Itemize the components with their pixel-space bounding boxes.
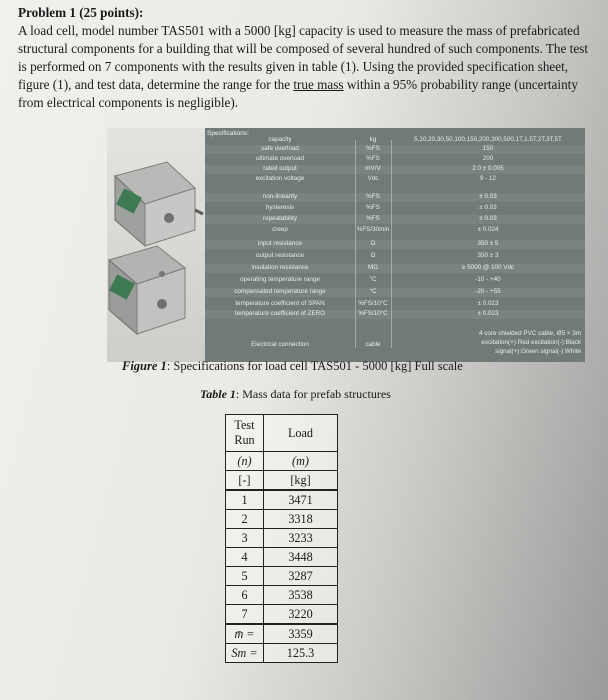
spec-param: capacity — [268, 136, 292, 143]
spec-value: ± 0.023 — [477, 300, 499, 307]
spec-unit: Ω — [370, 240, 376, 247]
run-number: 5 — [226, 567, 264, 586]
spec-param: temperature coefficient of ZERO — [234, 310, 326, 317]
spec-unit: %FS/10°C — [358, 300, 388, 307]
header-run: Run — [234, 433, 255, 447]
load-value: 3287 — [264, 567, 338, 586]
spec-unit: %FS — [366, 204, 380, 211]
spec-unit: kg — [369, 136, 377, 143]
spec-param: compensated temperature range — [234, 288, 326, 295]
figure-caption-text: : Specifications for load cell TAS501 - 5000 [kg] Full scale — [166, 359, 463, 373]
load-cell-upper — [115, 162, 203, 246]
unit-m: [kg] — [264, 471, 338, 491]
table-mean-row — [226, 624, 338, 644]
symbol-n: (n) — [226, 452, 264, 471]
load-value: 3471 — [264, 490, 338, 510]
table-row — [226, 567, 338, 586]
spec-value: 5,10,20,30,50,100,150,200,300,500,1T,1.5T,2T,3T,5T — [414, 136, 562, 143]
spec-param: non-linearity — [262, 193, 298, 200]
symbol-m: (m) — [264, 452, 338, 471]
spec-row — [205, 204, 585, 213]
load-cell-photo — [107, 128, 205, 362]
run-number: 7 — [226, 605, 264, 625]
problem-text-1: A load cell, model number TAS501 with a 5000 [kg] capacity is used to measure the mass of prefabricated structural components for a building that will be composed of several hundred of such components. The test is performed on 7 components with the results given in table (1). Using the provided specification sheet, figure (1), and test data, determine the range for the — [18, 23, 588, 92]
figure-caption-label: Figure 1 — [122, 359, 167, 373]
spec-unit: %FS — [366, 215, 380, 222]
run-number: 6 — [226, 586, 264, 605]
spec-value: 350 ± 3 — [477, 252, 499, 259]
spec-value: 2.0 ± 0.005 — [472, 165, 504, 172]
load-cell-lower — [109, 246, 185, 334]
header-test-run — [226, 415, 264, 452]
std-label: Sm = — [226, 644, 264, 663]
spec-param: operating temperature range — [240, 276, 320, 283]
spec-row — [205, 193, 585, 202]
table-row — [226, 490, 338, 510]
spec-row — [205, 264, 585, 273]
load-value: 3538 — [264, 586, 338, 605]
spec-row — [205, 300, 585, 309]
table-unit-row — [226, 471, 338, 491]
spec-param: temperature coefficient of SPAN — [235, 300, 325, 307]
spec-param: rated output — [263, 165, 297, 172]
table-caption-label: Table 1 — [200, 387, 236, 401]
table-caption-text: : Mass data for prefab structures — [235, 387, 391, 401]
load-value: 3448 — [264, 548, 338, 567]
spec-param: ultimate overload — [256, 155, 304, 162]
table-symbol-row — [226, 452, 338, 471]
spec-row — [205, 155, 585, 164]
spec-value: 200 — [482, 155, 494, 162]
spec-unit: %FS — [366, 193, 380, 200]
spec-unit: MΩ — [368, 264, 378, 271]
spec-value: ± 0.03 — [479, 204, 497, 211]
mean-value: 3359 — [264, 624, 338, 644]
unit-n: [-] — [226, 471, 264, 491]
electrical-unit: cable — [365, 341, 381, 348]
spec-row — [205, 165, 585, 174]
spec-param: insulation resistance — [251, 264, 309, 271]
spec-param: hysteresis — [265, 204, 295, 211]
spec-header: Specifications: — [207, 130, 249, 137]
load-value: 3220 — [264, 605, 338, 625]
electrical-line: 4 core shielded PVC cable, Ø5 × 3m — [478, 330, 581, 337]
std-value: 125.3 — [264, 644, 338, 663]
load-cell-image — [107, 128, 205, 362]
spec-value: -10 - +40 — [475, 276, 501, 283]
run-number: 4 — [226, 548, 264, 567]
spec-value: ≥ 5000 @ 100 Vdc — [461, 264, 515, 271]
mean-label: m̄ = — [226, 624, 264, 644]
spec-param: repeatability — [263, 215, 297, 222]
problem-text-2: within a 95% probability range (uncertainty from electrical components is negligible). — [18, 77, 578, 110]
spec-unit: %FS/30min — [356, 226, 390, 233]
spec-row — [205, 252, 585, 261]
spec-value: ± 0.023 — [477, 310, 499, 317]
spec-row — [205, 136, 585, 145]
spec-value: -20 - +55 — [475, 288, 501, 295]
table-row — [226, 548, 338, 567]
spec-row — [205, 215, 585, 224]
run-number: 1 — [226, 490, 264, 510]
run-number: 2 — [226, 510, 264, 529]
spec-unit: Vdc — [367, 175, 379, 182]
spec-param: output resistance — [256, 252, 304, 259]
spec-param: input resistance — [257, 240, 303, 247]
spec-row — [205, 310, 585, 319]
table-row — [226, 529, 338, 548]
spec-value: 150 — [482, 145, 494, 152]
mass-data-table — [225, 414, 338, 663]
header-load: Load — [264, 415, 338, 452]
spec-unit: °C — [369, 276, 377, 283]
load-value: 3233 — [264, 529, 338, 548]
run-number: 3 — [226, 529, 264, 548]
electrical-label: Electrical connection — [251, 341, 309, 348]
spec-unit: %FS — [366, 155, 380, 162]
problem-underlined: true mass — [293, 77, 344, 92]
spec-unit: °C — [369, 288, 377, 295]
spec-unit: mV/V — [365, 165, 381, 172]
load-value: 3318 — [264, 510, 338, 529]
spec-row — [205, 240, 585, 249]
problem-title: Problem 1 (25 points): — [18, 5, 144, 20]
spec-value: ± 0.03 — [479, 215, 497, 222]
spec-value: 350 ± 5 — [477, 240, 499, 247]
spec-electrical-connection — [205, 330, 585, 362]
spec-row — [205, 288, 585, 297]
spec-param: safe overload — [261, 145, 299, 152]
spec-param: excitation voltage — [255, 175, 305, 182]
table-row — [226, 510, 338, 529]
table-header-row — [226, 415, 338, 452]
spec-row — [205, 145, 585, 154]
spec-param: creep — [272, 226, 288, 233]
spec-unit: Ω — [370, 252, 376, 259]
spec-row — [205, 226, 585, 235]
spec-row — [205, 175, 585, 184]
spec-row — [205, 276, 585, 285]
table-row — [226, 605, 338, 625]
figure-1 — [107, 128, 585, 362]
spec-value: ± 0.03 — [479, 193, 497, 200]
header-test: Test — [234, 418, 255, 432]
spec-value: 9 - 12 — [479, 175, 497, 182]
spec-unit: %FS — [366, 145, 380, 152]
problem-statement — [18, 4, 596, 112]
problem-body — [18, 22, 596, 112]
table-row — [226, 586, 338, 605]
electrical-line: signal(+):Green signal(-):White — [495, 348, 581, 355]
figure-caption — [122, 359, 463, 374]
electrical-line: excitation(+):Red excitation(-):Black — [481, 339, 581, 346]
spec-value: ± 0.024 — [477, 226, 499, 233]
specification-sheet — [205, 128, 585, 362]
table-caption — [200, 387, 391, 402]
spec-unit: %FS/10°C — [358, 310, 388, 317]
table-std-row — [226, 644, 338, 663]
